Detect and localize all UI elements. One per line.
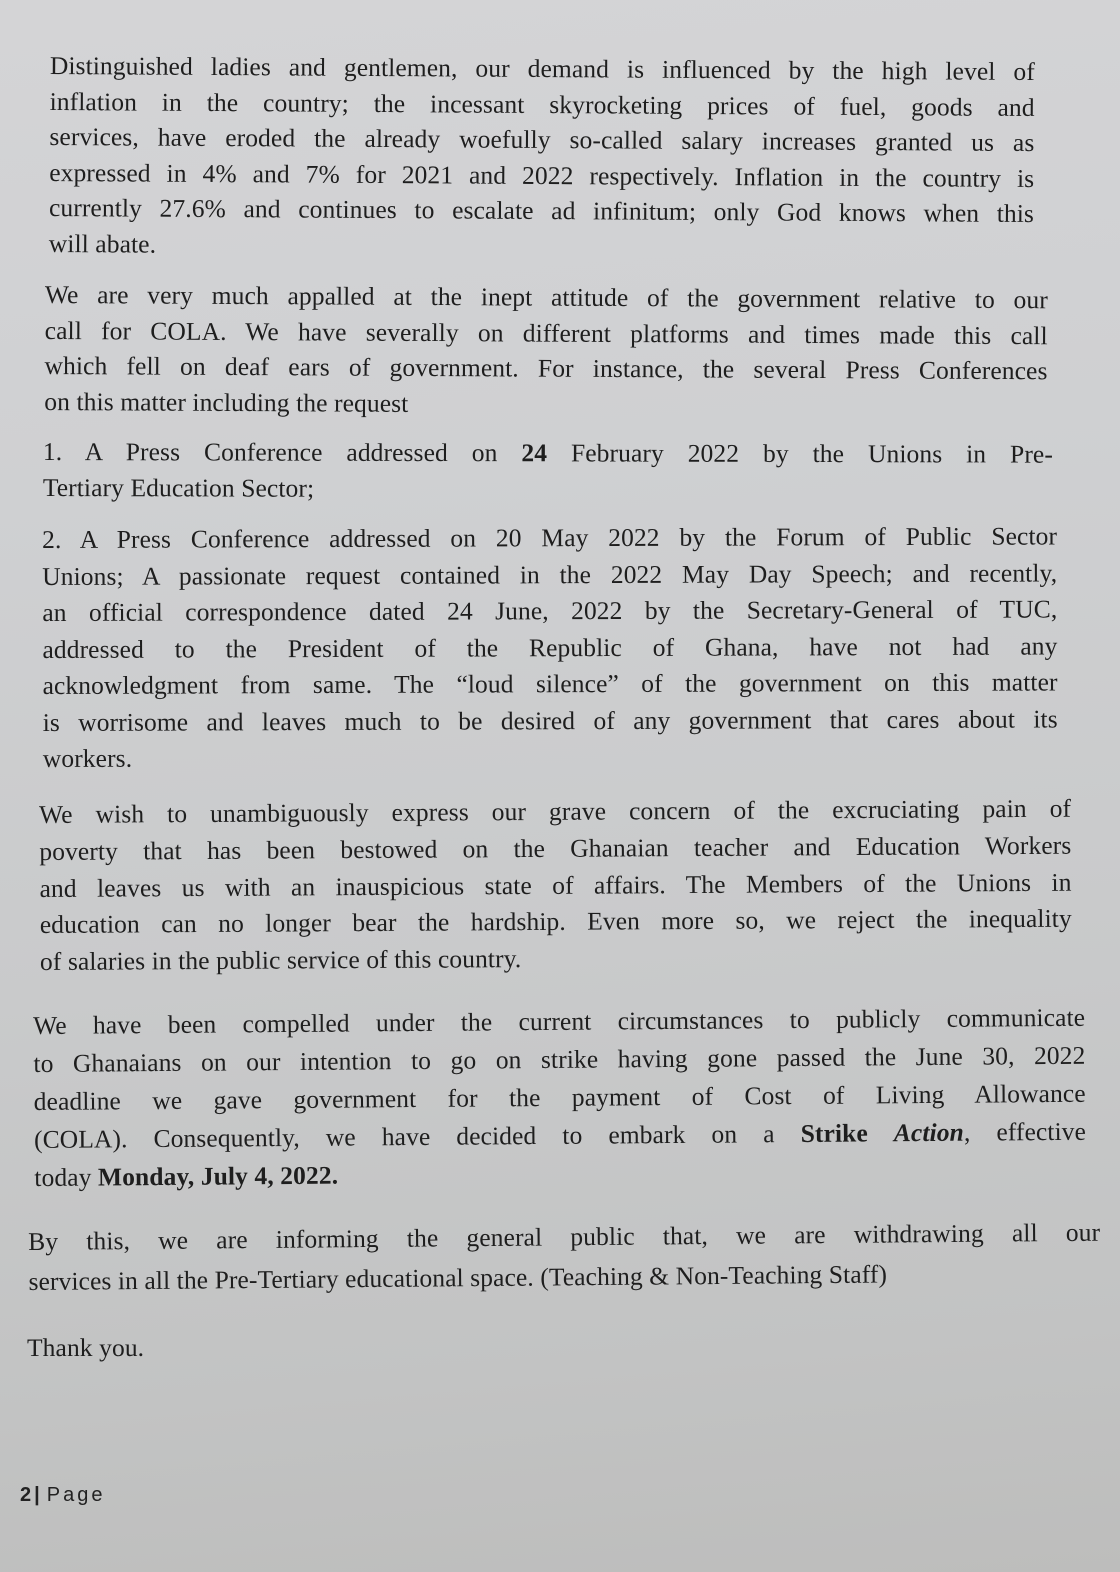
text-line: to Ghanaians on our intention to go on strike having gone passed the June 30, 2022 xyxy=(33,1040,1086,1078)
text-segment: 1. A Press Conference addressed on xyxy=(42,437,522,468)
text-line: of salaries in the public service of this country. xyxy=(39,944,522,977)
text-line: We are very much appalled at the inept attitude of the government relative to our xyxy=(44,279,1048,315)
text-line: poverty that has been bestowed on the Ghanaian teacher and Education Workers xyxy=(39,830,1072,866)
text-line: We have been compelled under the current circumstances to publicly communicate xyxy=(33,1002,1086,1040)
footer-separator: | xyxy=(34,1484,43,1506)
page-label: Page xyxy=(46,1484,106,1506)
text-line: which fell on deaf ears of government. For instance, the several Press Conferences xyxy=(44,350,1048,386)
paragraph-withdrawal-of-services xyxy=(28,1213,1101,1302)
text-line: an official correspondence dated 24 June, 2022 by the Secretary-General of TUC, xyxy=(42,594,1058,627)
text-line: addressed to the President of the Republic of Ghana, have not had any xyxy=(42,630,1058,664)
text-line: is worrisome and leaves much to be desired of any government that cares about its xyxy=(42,703,1058,737)
text-line: expressed in 4% and 7% for 2021 and 2022 respectively. Inflation in the country is xyxy=(49,157,1035,193)
bold-date-day: 24 xyxy=(521,438,548,468)
text-line: We wish to unambiguously express our grave concern of the excruciating pain of xyxy=(39,793,1072,829)
text-line: will abate. xyxy=(48,228,157,259)
text-line: By this, we are informing the general public that, we are withdrawing all our xyxy=(28,1217,1101,1256)
page-footer xyxy=(20,1484,105,1507)
paragraph-inflation xyxy=(49,48,1035,267)
paragraph-strike-announcement xyxy=(33,999,1086,1197)
page-number: 2 xyxy=(20,1484,32,1506)
text-line: currently 27.6% and continues to escalate ad infinitum; only God knows when this xyxy=(48,192,1035,229)
list-item-2-press-conference xyxy=(42,518,1058,777)
text-line: call for COLA. We have severally on different platforms and times made this call xyxy=(44,315,1048,350)
text-line: Thank you. xyxy=(27,1333,145,1362)
text-line: deadline we gave government for the payment of Cost of Living Allowance xyxy=(33,1078,1086,1116)
bold-strike: Strike xyxy=(800,1118,868,1148)
bold-strike-date: Monday, July 4, 2022. xyxy=(97,1160,339,1192)
text-line: Tertiary Education Sector; xyxy=(42,472,315,503)
list-item-1-press-conference xyxy=(43,434,1053,508)
text-line: workers. xyxy=(42,743,133,773)
text-line: services in all the Pre-Tertiary educational space. (Teaching & Non-Teaching Staff) xyxy=(28,1259,888,1296)
text-segment: , effective xyxy=(963,1116,1087,1147)
text-line: Distinguished ladies and gentlemen, our demand is influenced by the high level of xyxy=(49,50,1035,87)
text-line xyxy=(43,434,1053,472)
text-line: education can no longer bear the hardship. Even more so, we reject the inequality xyxy=(39,904,1072,940)
text-line: and leaves us with an inauspicious state of affairs. The Members of the Unions in xyxy=(39,867,1072,903)
bold-italic-action: Action xyxy=(893,1117,965,1148)
closing-thank-you xyxy=(27,1330,327,1366)
text-segment: (COLA). Consequently, we have decided to embark on a xyxy=(33,1118,801,1154)
text-segment: February 2022 by the Unions in Pre- xyxy=(547,438,1054,469)
paragraph-poverty-concern xyxy=(39,791,1072,981)
text-line: acknowledgment from same. The “loud silence” of the government on this matter xyxy=(42,667,1058,700)
text-line xyxy=(34,1151,1086,1197)
text-line: inflation in the country; the incessant skyrocketing prices of fuel, goods and xyxy=(49,86,1035,122)
paragraph-government-attitude xyxy=(44,277,1048,424)
text-line: services, have eroded the already woefully so-called salary increases granted us as xyxy=(49,121,1035,158)
text-line: 2. A Press Conference addressed on 20 May 2022 by the Forum of Public Sector xyxy=(42,521,1058,554)
text-segment: today xyxy=(34,1162,99,1192)
text-line: on this matter including the request xyxy=(44,386,409,418)
text-line: Unions; A passionate request contained in the 2022 May Day Speech; and recently, xyxy=(42,557,1058,591)
